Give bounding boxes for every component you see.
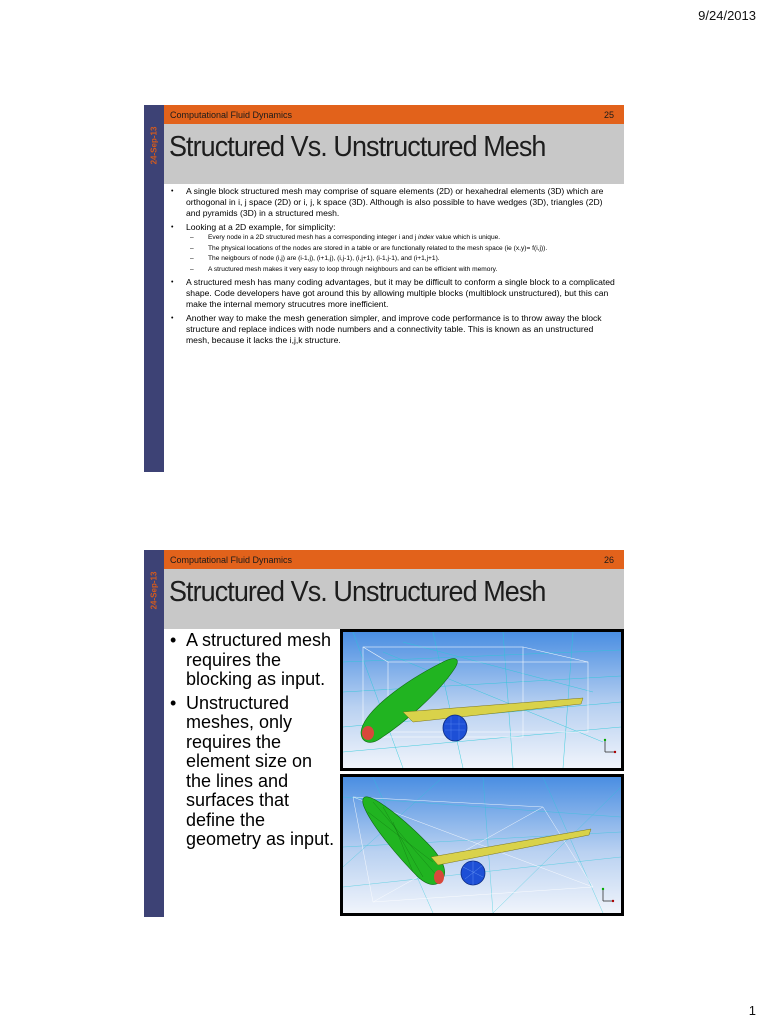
aircraft-unstructured-mesh: [343, 777, 621, 913]
slide-body: [168, 631, 338, 854]
course-name: Computational Fluid Dynamics: [170, 109, 293, 120]
bullet-item: • Unstructured meshes, only requires the element size on the lines and surfaces that define the geometry as input.: [168, 694, 338, 850]
sub-bullet-item: – The neigbours of node (i,j) are (i-1,j), (i+1,j), (i,j-1), (i,j+1), (i-1,j-1), and (i+1,j+1).: [186, 255, 618, 264]
slide-body: [168, 186, 618, 349]
sub-bullet-item: – Every node in a 2D structured mesh has a corresponding integer i and j index value which is unique.: [186, 234, 618, 243]
structured-mesh-image: [340, 629, 624, 771]
header-strip: [164, 105, 624, 124]
bullet-item: • Looking at a 2D example, for simplicity: – Every node in a 2D structured mesh has a corresponding integer i and j index value which is unique. – The physical locations of the nodes are stored in a table or are functionally related to the mesh space (ie (x,y)= f(i,j)). – The neigbours of node (i,j) are (i-1,j), (i+1,j), (i,j-1), (i,j+1), (i-1,j-1), and (i+1,j+1). – A structured mesh makes it very easy to loop through neighbours and can be efficient with memory.: [168, 222, 618, 274]
title-band: [164, 124, 624, 184]
slide-26: [144, 550, 624, 917]
unstructured-mesh-image: [340, 774, 624, 916]
page-number: 1: [748, 1003, 756, 1018]
bullet-item: • A structured mesh has many coding advantages, but it may be difficult to conform a single block to a complicated shape. Code developers have got around this by allowing multiple blocks (multiblock unstructured), but this can make the internal memory strucutres more inefficient.: [168, 277, 618, 310]
sub-bullet-item: – A structured mesh makes it very easy to loop through neighbours and can be efficient with memory.: [186, 266, 618, 275]
slide-title: Structured Vs. Unstructured Mesh: [169, 131, 546, 163]
header-strip: [164, 550, 624, 569]
bullet-item: • A structured mesh requires the blocking as input.: [168, 631, 338, 690]
bullet-item: • A single block structured mesh may comprise of square elements (2D) or hexahedral elements (3D) which are orthogonal in i, j space (2D) or i, j, k space (3D). Although is also possible to have wedges (3D), triangles (2D) and pyramids (3D) in a structured mesh.: [168, 186, 618, 219]
bullet-item: • Another way to make the mesh generation simpler, and improve code performance is to throw away the block structure and replace indices with node numbers and a connectivity table. This is known as an unstructured mesh, because it lacks the i,j,k structure.: [168, 313, 618, 346]
course-name: Computational Fluid Dynamics: [170, 554, 293, 565]
slide-number: 26: [603, 554, 614, 565]
side-date: 24-Sep-13: [149, 571, 159, 609]
slide-title: Structured Vs. Unstructured Mesh: [169, 576, 546, 608]
title-band: [164, 569, 624, 629]
slide-number: 25: [603, 109, 614, 120]
side-date: 24-Sep-13: [149, 126, 159, 164]
print-date: 9/24/2013: [698, 8, 756, 23]
slide-25: [144, 105, 624, 472]
sub-bullet-item: – The physical locations of the nodes are stored in a table or are functionally related to the mesh space (ie (x,y)= f(i,j)).: [186, 245, 618, 254]
aircraft-structured-mesh: [343, 632, 621, 768]
